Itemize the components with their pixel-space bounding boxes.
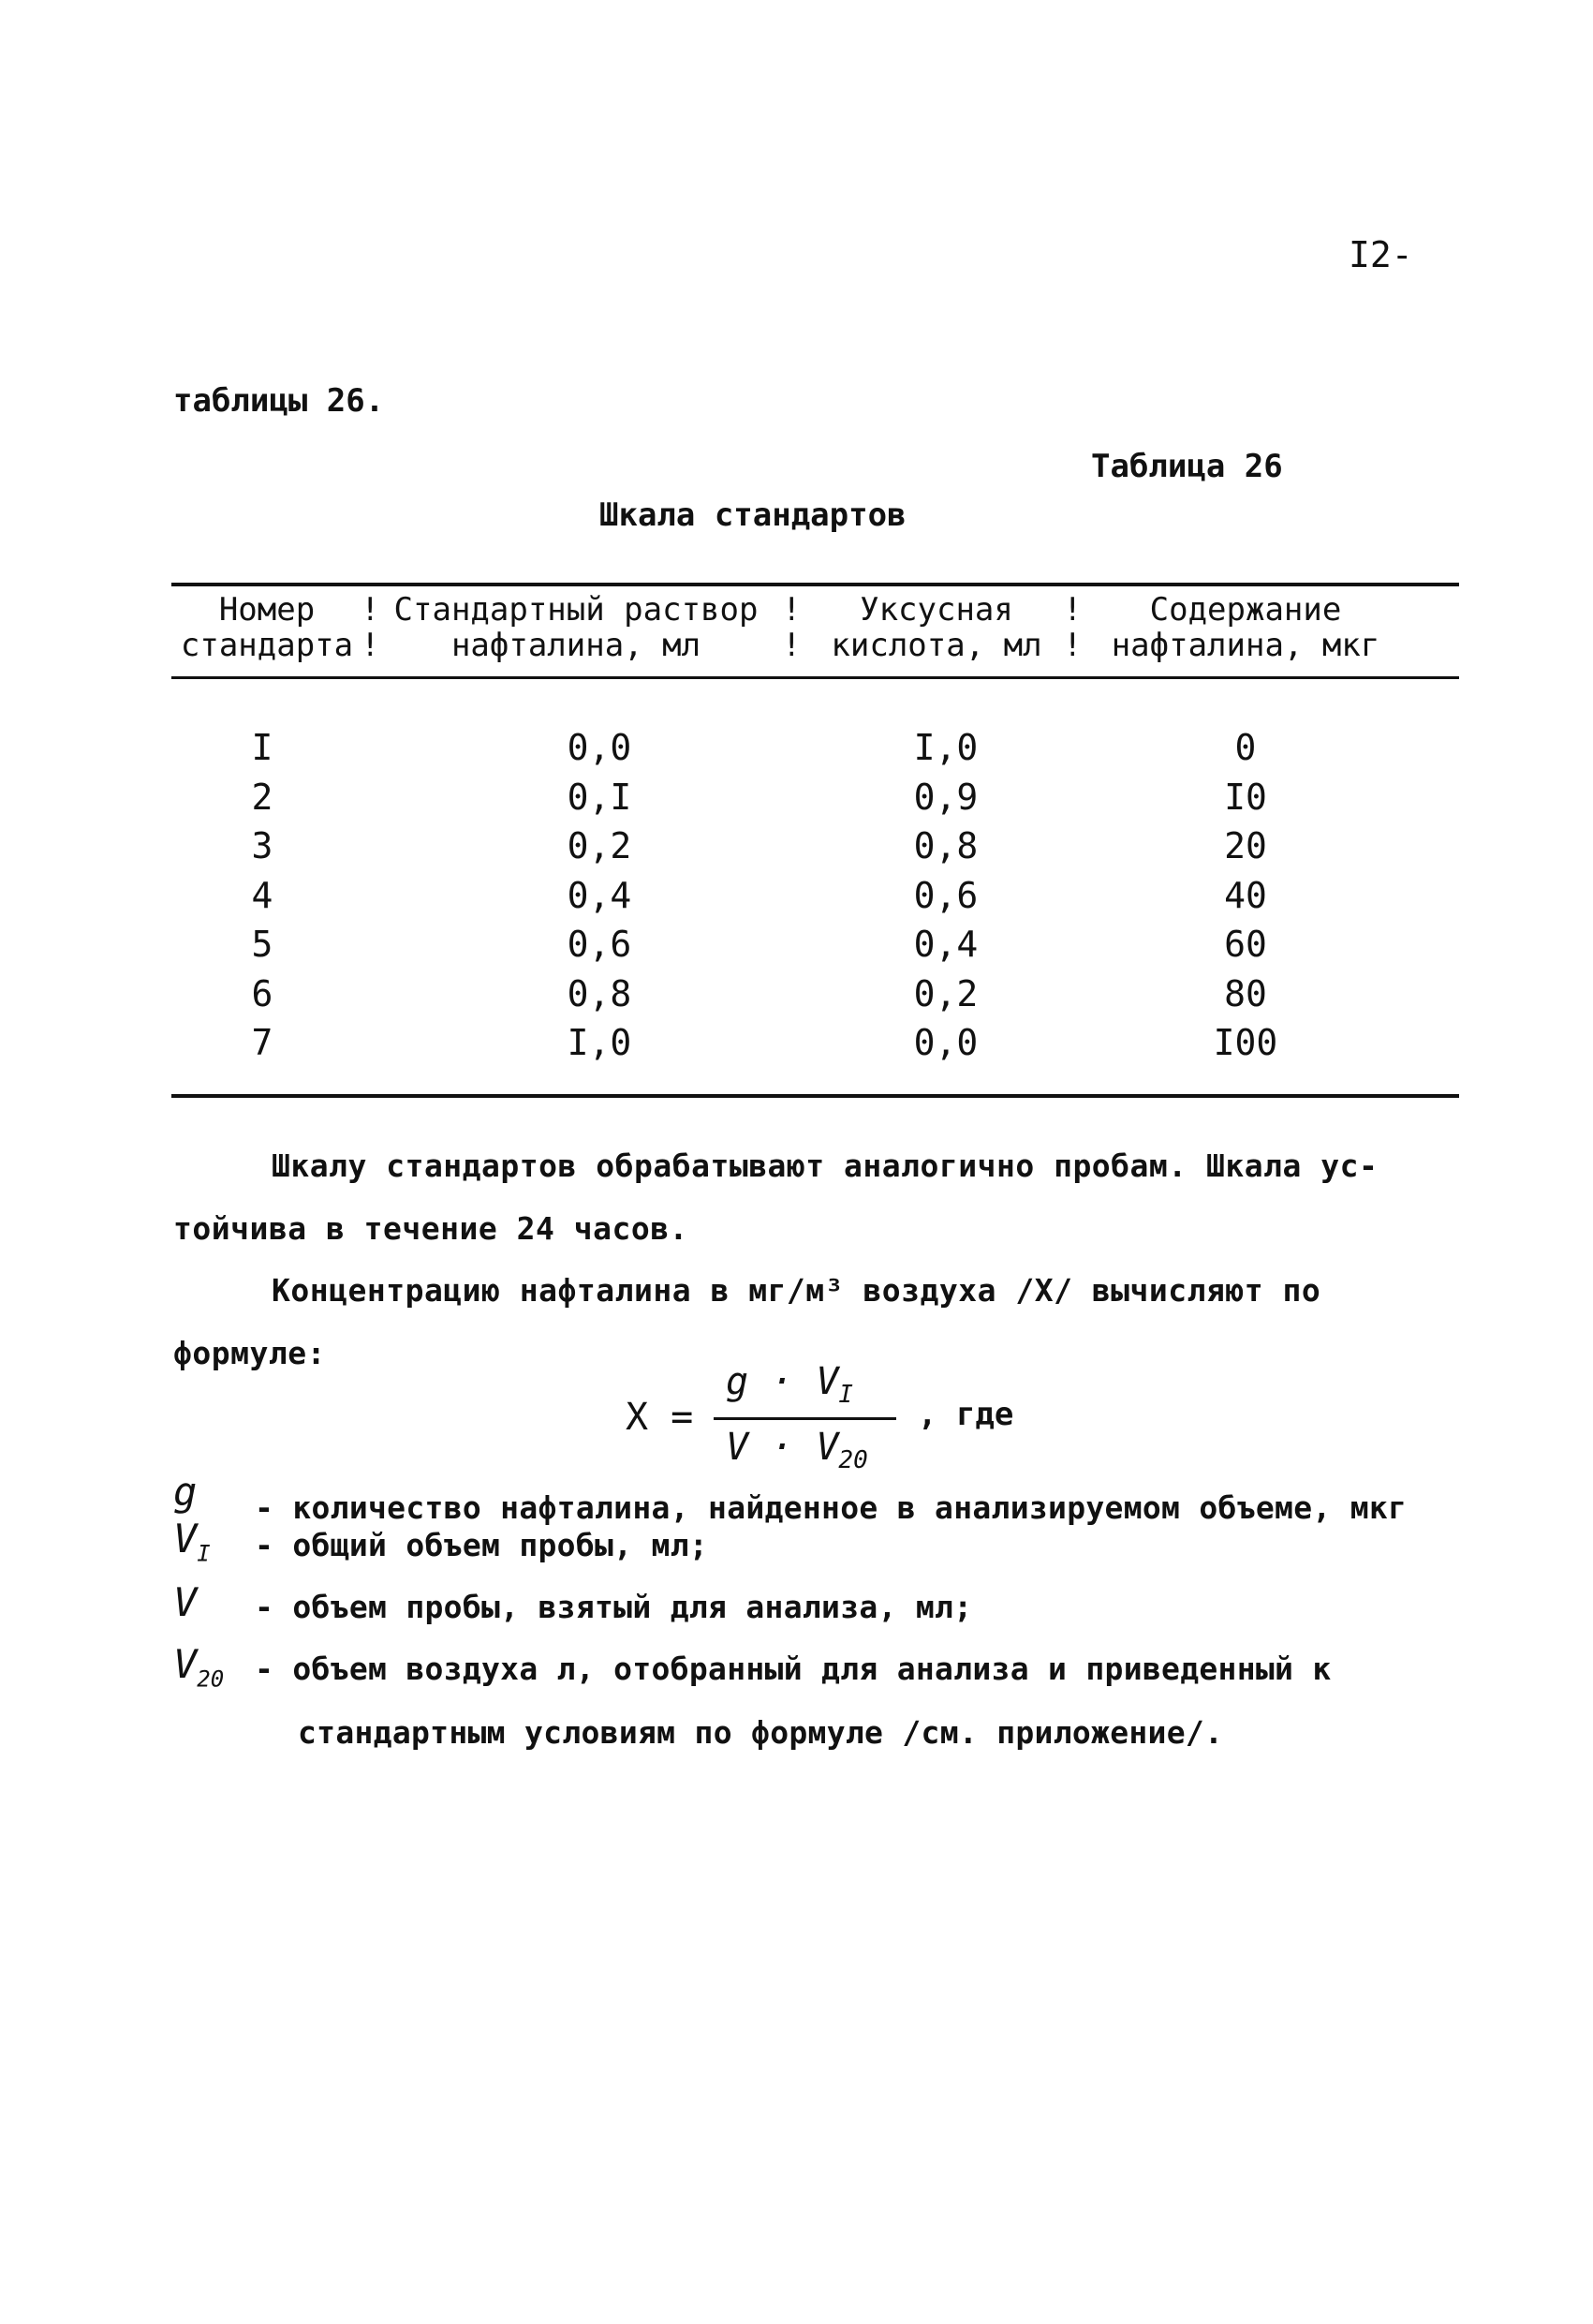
formula-where: , где: [918, 1396, 1014, 1433]
symbol-v20: $V_{20}$: [173, 1641, 225, 1693]
table-cell: 0,0: [567, 727, 632, 768]
table-top-rule: [171, 583, 1459, 586]
formula-denominator: $V \cdot V_{20}$: [726, 1426, 868, 1474]
header-standard-solution: Стандартный раствор нафталина, мл: [393, 591, 759, 664]
table-cell: I00: [1213, 1022, 1278, 1063]
paragraph-scale-processing: Шкалу стандартов обрабатывают аналогично пробам. Шкала ус-: [272, 1147, 1379, 1184]
header-standard-number: Номер стандарта: [180, 591, 354, 664]
table-cell: 0,4: [913, 924, 979, 965]
table-continuation-ref: таблицы 26.: [173, 382, 385, 420]
table-cell: 0,0: [913, 1022, 979, 1063]
table-cell: 0: [1234, 727, 1257, 768]
table-label: Таблица 26: [1091, 448, 1283, 485]
table-cell: 5: [251, 924, 273, 965]
table-cell: 20: [1224, 825, 1267, 866]
column-separator: ! !: [782, 591, 802, 664]
header-acetic-acid: Уксусная кислота, мл: [831, 591, 1042, 664]
symbol-v-total: $V_I$: [173, 1516, 211, 1567]
table-cell: 4: [251, 874, 273, 916]
table-title: Шкала стандартов: [599, 496, 907, 534]
paragraph-concentration: Концентрацию нафталина в мг/м³ воздуха /X/ вычисляют по: [272, 1272, 1321, 1309]
table-cell: 6: [251, 972, 273, 1014]
definition-v-analysis: - объем пробы, взятый для анализа, мл;: [255, 1589, 973, 1625]
table-cell: 0,9: [913, 776, 979, 818]
table-cell: I,0: [913, 727, 979, 768]
page-number: I2-: [1349, 234, 1413, 275]
definition-v20-continued: стандартным условиям по формуле /см. приложение/.: [298, 1714, 1224, 1751]
paragraph-formula-intro: формуле:: [173, 1335, 326, 1371]
table-cell: 0,I: [567, 776, 632, 818]
fraction-bar: [714, 1417, 896, 1420]
paragraph-scale-stability: тойчива в течение 24 часов.: [173, 1210, 688, 1247]
definition-v-total: - общий объем пробы, мл;: [255, 1527, 709, 1563]
table-cell: 7: [251, 1022, 273, 1063]
table-cell: I: [251, 727, 273, 768]
formula-numerator: $g \cdot V_I$: [726, 1360, 854, 1409]
table-cell: 0,6: [567, 924, 632, 965]
table-cell: 0,2: [913, 972, 979, 1014]
table-cell: I0: [1224, 776, 1267, 818]
column-separator: ! !: [361, 591, 380, 664]
table-cell: 0,8: [913, 825, 979, 866]
table-cell: I,0: [567, 1022, 632, 1063]
definition-g: - количество нафталина, найденное в анализируемом объеме, мкг: [255, 1489, 1408, 1526]
table-bottom-rule: [171, 1094, 1459, 1098]
table-header-rule: [171, 676, 1459, 679]
formula-lhs: X =: [626, 1396, 694, 1439]
definition-v20: - объем воздуха л, отобранный для анализа и приведенный к: [255, 1650, 1332, 1687]
symbol-g: g: [173, 1469, 198, 1515]
header-naphthalene-content: Содержание нафталина, мкг: [1111, 591, 1380, 664]
table-cell: 3: [251, 825, 273, 866]
table-cell: 60: [1224, 924, 1267, 965]
table-cell: 2: [251, 776, 273, 818]
symbol-v-analysis: V: [173, 1579, 198, 1625]
table-cell: 0,8: [567, 972, 632, 1014]
table-cell: 40: [1224, 874, 1267, 916]
table-cell: 0,4: [567, 874, 632, 916]
table-cell: 80: [1224, 972, 1267, 1014]
table-cell: 0,6: [913, 874, 979, 916]
table-cell: 0,2: [567, 825, 632, 866]
column-separator: ! !: [1063, 591, 1083, 664]
